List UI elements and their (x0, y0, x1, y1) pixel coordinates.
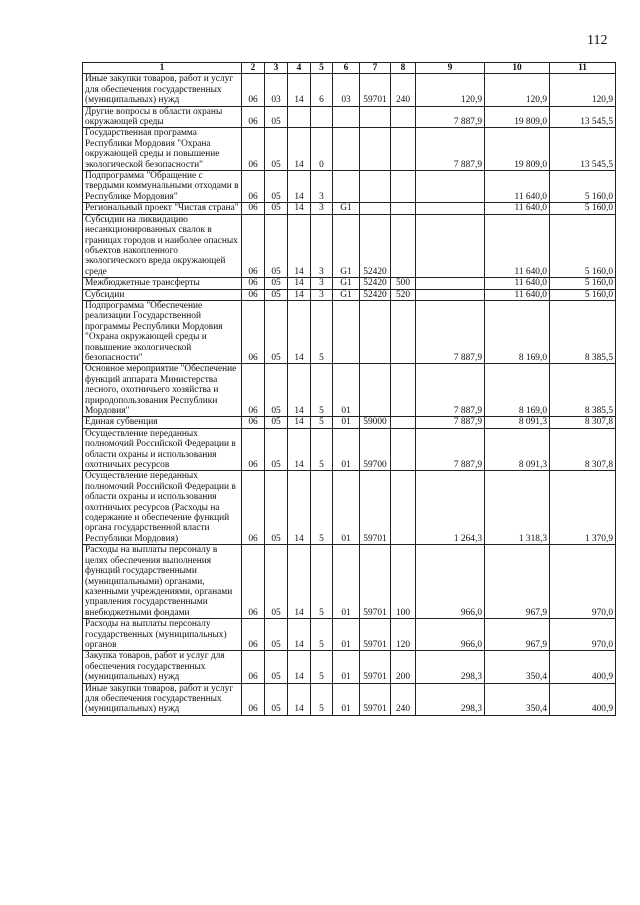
code-cell (391, 106, 416, 128)
code-cell: 3 (311, 278, 333, 289)
code-cell: 01 (333, 545, 360, 619)
amount-cell: 1 370,9 (550, 471, 616, 545)
code-cell: 05 (265, 545, 288, 619)
code-cell: 06 (242, 289, 265, 300)
amount-cell: 7 887,9 (416, 364, 485, 417)
amount-cell: 970,0 (550, 545, 616, 619)
table-row (83, 651, 616, 683)
code-cell: 14 (288, 74, 311, 106)
amount-cell: 967,9 (485, 545, 550, 619)
code-cell: 05 (265, 171, 288, 203)
code-cell: 01 (333, 683, 360, 715)
table-row (83, 278, 616, 289)
amount-cell (416, 278, 485, 289)
row-name-cell: Осуществление переданных полномочий Российской Федерации в области охраны и использования охотничьих ресурсов (Расходы на содержание и обеспечение функций органа государственной власти Республики Мордовия) (83, 471, 242, 545)
amount-cell: 298,3 (416, 683, 485, 715)
budget-table (82, 62, 616, 716)
code-cell: 14 (288, 417, 311, 428)
code-cell: 05 (265, 471, 288, 545)
code-cell (288, 106, 311, 128)
column-header: 5 (311, 63, 333, 74)
amount-cell: 7 887,9 (416, 128, 485, 171)
column-header: 11 (550, 63, 616, 74)
table-row (83, 619, 616, 651)
code-cell: 05 (265, 278, 288, 289)
code-cell: 5 (311, 428, 333, 471)
code-cell (391, 471, 416, 545)
amount-cell: 298,3 (416, 651, 485, 683)
amount-cell: 8 169,0 (485, 364, 550, 417)
code-cell (391, 214, 416, 277)
amount-cell: 7 887,9 (416, 417, 485, 428)
code-cell: 05 (265, 128, 288, 171)
code-cell: 06 (242, 300, 265, 363)
code-cell: 120 (391, 619, 416, 651)
code-cell: 59701 (360, 683, 391, 715)
code-cell: 5 (311, 417, 333, 428)
code-cell: 14 (288, 683, 311, 715)
amount-cell: 120,9 (485, 74, 550, 106)
code-cell: 06 (242, 619, 265, 651)
code-cell: 06 (242, 203, 265, 214)
code-cell (391, 300, 416, 363)
code-cell: 14 (288, 545, 311, 619)
code-cell: 59701 (360, 651, 391, 683)
amount-cell: 7 887,9 (416, 428, 485, 471)
amount-cell: 120,9 (416, 74, 485, 106)
amount-cell: 8 385,5 (550, 364, 616, 417)
code-cell: 14 (288, 214, 311, 277)
code-cell: 05 (265, 203, 288, 214)
amount-cell: 966,0 (416, 619, 485, 651)
table-row (83, 171, 616, 203)
table-row (83, 289, 616, 300)
row-name-cell: Единая субвенция (83, 417, 242, 428)
row-name-cell: Расходы на выплаты персоналу в целях обеспечения выполнения функций государственными (муниципальными) органами, казенными учреждениями, органами управления государственными внебюджетными фондами (83, 545, 242, 619)
code-cell: 06 (242, 428, 265, 471)
row-name-cell: Иные закупки товаров, работ и услуг для обеспечения государственных (муниципальных) нужд (83, 683, 242, 715)
code-cell: 59701 (360, 74, 391, 106)
code-cell: 01 (333, 619, 360, 651)
amount-cell: 5 160,0 (550, 203, 616, 214)
amount-cell: 970,0 (550, 619, 616, 651)
table-row (83, 128, 616, 171)
code-cell: 240 (391, 74, 416, 106)
code-cell (311, 106, 333, 128)
amount-cell: 5 160,0 (550, 278, 616, 289)
code-cell (333, 128, 360, 171)
table-row (83, 203, 616, 214)
code-cell (360, 364, 391, 417)
code-cell: 05 (265, 364, 288, 417)
code-cell: 500 (391, 278, 416, 289)
code-cell: 05 (265, 651, 288, 683)
code-cell: 14 (288, 128, 311, 171)
code-cell (360, 106, 391, 128)
amount-cell (416, 214, 485, 277)
code-cell: 06 (242, 128, 265, 171)
amount-cell: 120,9 (550, 74, 616, 106)
code-cell: 52420 (360, 214, 391, 277)
code-cell: 240 (391, 683, 416, 715)
code-cell: 520 (391, 289, 416, 300)
amount-cell: 1 264,3 (416, 471, 485, 545)
amount-cell: 8 091,3 (485, 417, 550, 428)
code-cell: 05 (265, 106, 288, 128)
code-cell: 14 (288, 619, 311, 651)
code-cell: 03 (333, 74, 360, 106)
code-cell: 01 (333, 417, 360, 428)
code-cell: 6 (311, 74, 333, 106)
code-cell: G1 (333, 289, 360, 300)
column-header: 4 (288, 63, 311, 74)
code-cell: 01 (333, 651, 360, 683)
amount-cell: 8 169,0 (485, 300, 550, 363)
code-cell (391, 417, 416, 428)
amount-cell: 13 545,5 (550, 128, 616, 171)
amount-cell: 8 091,3 (485, 428, 550, 471)
code-cell (391, 203, 416, 214)
amount-cell: 11 640,0 (485, 203, 550, 214)
row-name-cell: Расходы на выплаты персоналу государственных (муниципальных) органов (83, 619, 242, 651)
code-cell: 06 (242, 364, 265, 417)
row-name-cell: Субсидии на ликвидацию несанкционированных свалок в границах городов и наиболее опасных объектов накопленного экологического вреда окружающей среде (83, 214, 242, 277)
code-cell: 06 (242, 171, 265, 203)
table-row (83, 300, 616, 363)
column-header: 7 (360, 63, 391, 74)
code-cell: 5 (311, 545, 333, 619)
code-cell: 5 (311, 683, 333, 715)
amount-cell: 11 640,0 (485, 214, 550, 277)
code-cell (391, 428, 416, 471)
column-header: 3 (265, 63, 288, 74)
code-cell (391, 171, 416, 203)
code-cell: 06 (242, 278, 265, 289)
column-number-row (83, 63, 616, 74)
amount-cell: 11 640,0 (485, 171, 550, 203)
code-cell (360, 128, 391, 171)
page-number: 112 (587, 33, 608, 48)
code-cell: 01 (333, 364, 360, 417)
table-row (83, 545, 616, 619)
code-cell: 59701 (360, 545, 391, 619)
column-header: 8 (391, 63, 416, 74)
column-header: 10 (485, 63, 550, 74)
code-cell (360, 203, 391, 214)
code-cell: 05 (265, 289, 288, 300)
amount-cell: 8 307,8 (550, 428, 616, 471)
code-cell: 06 (242, 651, 265, 683)
code-cell: 3 (311, 289, 333, 300)
table-row (83, 214, 616, 277)
code-cell (333, 106, 360, 128)
table-row (83, 106, 616, 128)
code-cell (360, 300, 391, 363)
code-cell: 14 (288, 651, 311, 683)
code-cell: 01 (333, 428, 360, 471)
amount-cell: 11 640,0 (485, 289, 550, 300)
code-cell: 3 (311, 214, 333, 277)
code-cell: 05 (265, 683, 288, 715)
code-cell: 59701 (360, 619, 391, 651)
amount-cell: 11 640,0 (485, 278, 550, 289)
amount-cell: 19 809,0 (485, 128, 550, 171)
amount-cell (416, 203, 485, 214)
code-cell: 59700 (360, 428, 391, 471)
code-cell: 59000 (360, 417, 391, 428)
table-row (83, 364, 616, 417)
amount-cell: 1 318,3 (485, 471, 550, 545)
row-name-cell: Закупка товаров, работ и услуг для обеспечения государственных (муниципальных) нужд (83, 651, 242, 683)
code-cell: 05 (265, 214, 288, 277)
code-cell: 06 (242, 74, 265, 106)
row-name-cell: Субсидии (83, 289, 242, 300)
table-row (83, 428, 616, 471)
table-row (83, 683, 616, 715)
row-name-cell: Осуществление переданных полномочий Российской Федерации в области охраны и использования охотничьих ресурсов (83, 428, 242, 471)
code-cell: 06 (242, 545, 265, 619)
row-name-cell: Подпрограмма "Обеспечение реализации Государственной программы Республики Мордовия "Охрана окружающей среды и повышение экологической безопасности" (83, 300, 242, 363)
code-cell: 14 (288, 300, 311, 363)
code-cell (333, 171, 360, 203)
column-header: 2 (242, 63, 265, 74)
amount-cell: 13 545,5 (550, 106, 616, 128)
amount-cell: 966,0 (416, 545, 485, 619)
column-header: 6 (333, 63, 360, 74)
code-cell: 5 (311, 619, 333, 651)
row-name-cell: Межбюджетные трансферты (83, 278, 242, 289)
code-cell: 05 (265, 417, 288, 428)
amount-cell: 5 160,0 (550, 289, 616, 300)
amount-cell: 7 887,9 (416, 300, 485, 363)
amount-cell: 8 307,8 (550, 417, 616, 428)
code-cell: 59701 (360, 471, 391, 545)
code-cell: 05 (265, 619, 288, 651)
table-body (83, 74, 616, 715)
amount-cell: 5 160,0 (550, 171, 616, 203)
table-row (83, 471, 616, 545)
code-cell: 3 (311, 203, 333, 214)
row-name-cell: Региональный проект "Чистая страна" (83, 203, 242, 214)
amount-cell: 19 809,0 (485, 106, 550, 128)
code-cell (360, 171, 391, 203)
table-header (83, 63, 616, 74)
code-cell: 0 (311, 128, 333, 171)
code-cell: 5 (311, 471, 333, 545)
code-cell: 14 (288, 471, 311, 545)
code-cell: G1 (333, 203, 360, 214)
table-row (83, 74, 616, 106)
code-cell: 06 (242, 683, 265, 715)
code-cell: 52420 (360, 278, 391, 289)
code-cell: 52420 (360, 289, 391, 300)
code-cell: 06 (242, 214, 265, 277)
amount-cell: 350,4 (485, 651, 550, 683)
code-cell: 06 (242, 106, 265, 128)
code-cell: 200 (391, 651, 416, 683)
amount-cell: 8 385,5 (550, 300, 616, 363)
amount-cell (416, 289, 485, 300)
code-cell: 14 (288, 171, 311, 203)
row-name-cell: Государственная программа Республики Мордовия "Охрана окружающей среды и повышение экологической безопасности" (83, 128, 242, 171)
code-cell: 5 (311, 364, 333, 417)
amount-cell: 967,9 (485, 619, 550, 651)
code-cell: G1 (333, 278, 360, 289)
column-header: 1 (83, 63, 242, 74)
code-cell: 14 (288, 428, 311, 471)
amount-cell: 7 887,9 (416, 106, 485, 128)
code-cell: 100 (391, 545, 416, 619)
code-cell: 14 (288, 289, 311, 300)
code-cell: 14 (288, 203, 311, 214)
row-name-cell: Иные закупки товаров, работ и услуг для обеспечения государственных (муниципальных) нужд (83, 74, 242, 106)
amount-cell (416, 171, 485, 203)
row-name-cell: Подпрограмма "Обращение с твердыми коммунальными отходами в Республике Мордовия" (83, 171, 242, 203)
amount-cell: 400,9 (550, 651, 616, 683)
code-cell: 01 (333, 471, 360, 545)
code-cell: 05 (265, 300, 288, 363)
amount-cell: 400,9 (550, 683, 616, 715)
amount-cell: 350,4 (485, 683, 550, 715)
code-cell (333, 300, 360, 363)
code-cell (391, 128, 416, 171)
code-cell (391, 364, 416, 417)
code-cell: G1 (333, 214, 360, 277)
code-cell: 14 (288, 364, 311, 417)
code-cell: 5 (311, 300, 333, 363)
amount-cell: 5 160,0 (550, 214, 616, 277)
code-cell: 3 (311, 171, 333, 203)
code-cell: 14 (288, 278, 311, 289)
code-cell: 5 (311, 651, 333, 683)
code-cell: 05 (265, 428, 288, 471)
row-name-cell: Другие вопросы в области охраны окружающей среды (83, 106, 242, 128)
column-header: 9 (416, 63, 485, 74)
row-name-cell: Основное мероприятие "Обеспечение функций аппарата Министерства лесного, охотничьего хозяйства и природопользования Республики Мордовия" (83, 364, 242, 417)
code-cell: 03 (265, 74, 288, 106)
code-cell: 06 (242, 471, 265, 545)
table-row (83, 417, 616, 428)
code-cell: 06 (242, 417, 265, 428)
